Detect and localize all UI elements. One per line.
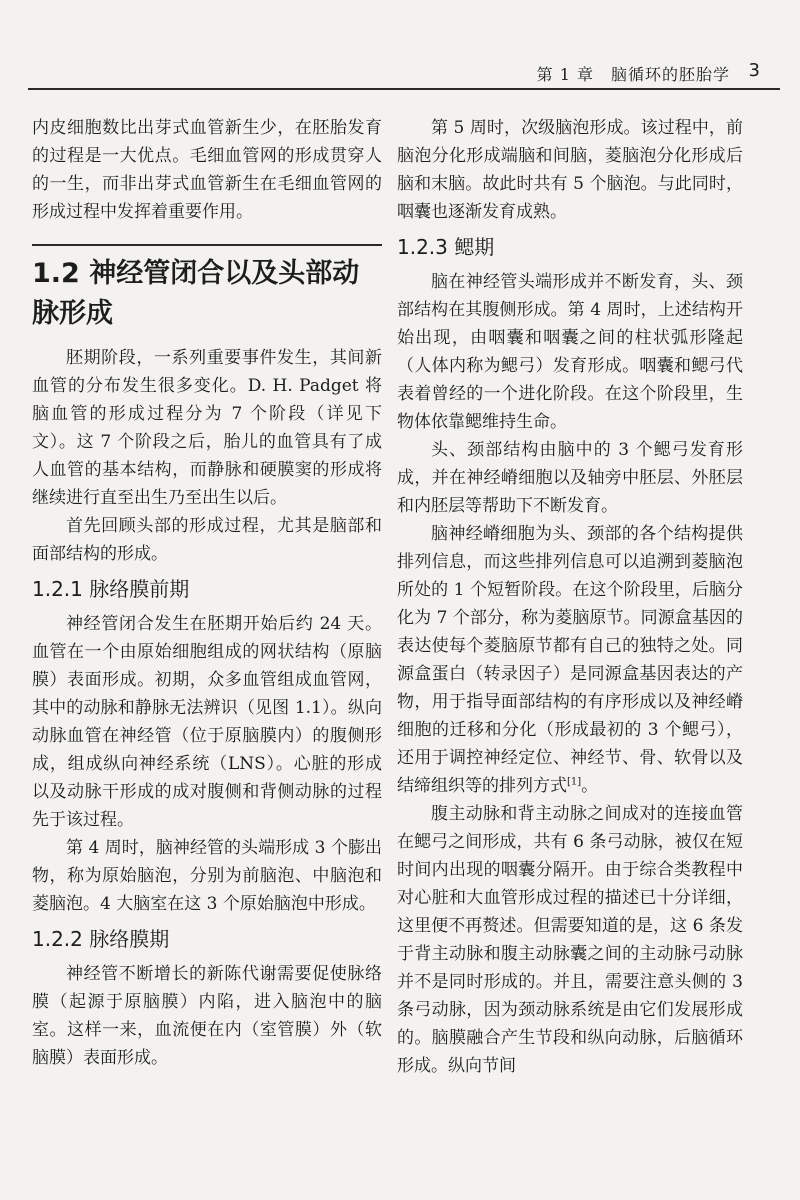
section-heading-1-2: 1.2 神经管闭合以及头部动脉形成 xyxy=(32,244,382,334)
paragraph: 腹主动脉和背主动脉之间成对的连接血管在鳃弓之间形成，共有 6 条弓动脉，被仅在短时间内出现的咽囊分隔开。由于综合类教程中对心脏和大血管形成过程的描述已十分详细，这里便不再赘述。但需要知道的是，这 6 条发于背主动脉和腹主动脉囊之间的主动脉弓动脉并不是同时形成的。并且，需要注意头侧的 3 条弓动脉，因为颈动脉系统是由它们发展形成的。脑膜融合产生节段和纵向动脉，后脑循环形成。纵向节间 xyxy=(397,804,743,1076)
running-header xyxy=(0,58,800,92)
section-heading-1-2-1: 1.2.1 脉络膜前期 xyxy=(32,577,190,601)
citation-ref: [1] xyxy=(567,776,582,788)
chapter-title: 第 1 章 脑循环的胚胎学 xyxy=(536,65,730,84)
paragraph-end: 。 xyxy=(581,776,599,796)
paragraph: 胚期阶段，一系列重要事件发生，其间新血管的分布发生很多变化。D. H. Padget 将脑血管的形成过程分为 7 个阶段（详见下文）。这 7 个阶段之后，胎儿的血管具有了成人血管的基本结构，而静脉和硬膜窦的形成将继续进行直至出生乃至出生以后。 xyxy=(32,348,382,508)
paragraph: 第 4 周时，脑神经管的头端形成 3 个膨出物，称为原始脑泡，分别为前脑泡、中脑泡和菱脑泡。4 大脑室在这 3 个原始脑泡中形成。 xyxy=(32,838,382,914)
paragraph: 神经管闭合发生在胚期开始后约 24 天。血管在一个由原始细胞组成的网状结构（原脑膜）表面形成。初期，众多血管组成血管网，其中的动脉和静脉无法辨识（见图 1.1）。纵向动脉血管在神经管（位于原脑膜内）的腹侧形成，组成纵向神经系统（LNS）。心脏的形成以及动脉干形成的成对腹侧和背侧动脉的过程先于该过程。 xyxy=(32,614,382,830)
paragraph: 第 5 周时，次级脑泡形成。该过程中，前脑泡分化形成端脑和间脑，菱脑泡分化形成后脑和末脑。故此时共有 5 个脑泡。与此同时，咽囊也逐渐发育成熟。 xyxy=(397,118,743,222)
paragraph xyxy=(397,520,743,800)
right-column xyxy=(397,114,743,1080)
header-rule xyxy=(28,88,780,90)
paragraph: 首先回顾头部的形成过程，尤其是脑部和面部结构的形成。 xyxy=(32,516,382,564)
section-heading-1-2-2: 1.2.2 脉络膜期 xyxy=(32,927,170,951)
section-heading-1-2-3: 1.2.3 鳃期 xyxy=(397,235,495,259)
paragraph: 脑在神经管头端形成并不断发育，头、颈部结构在其腹侧形成。第 4 周时，上述结构开始出现，由咽囊和咽囊之间的柱状弧形隆起（人体内称为鳃弓）发育形成。咽囊和鳃弓代表着曾经的一个进化阶段。在这个阶段里，生物体依靠鳃维持生命。 xyxy=(397,272,743,432)
paragraph: 头、颈部结构由脑中的 3 个鳃弓发育形成，并在神经嵴细胞以及轴旁中胚层、外胚层和内胚层等帮助下不断发育。 xyxy=(397,440,743,516)
left-column xyxy=(32,114,382,1072)
paragraph: 内皮细胞数比出芽式血管新生少，在胚胎发育的过程是一大优点。毛细血管网的形成贯穿人的一生，而非出芽式血管新生在毛细血管网的形成过程中发挥着重要作用。 xyxy=(32,118,382,222)
paragraph: 神经管不断增长的新陈代谢需要促使脉络膜（起源于原脑膜）内陷，进入脑泡中的脑室。这样一来，血流便在内（室管膜）外（软脑膜）表面形成。 xyxy=(32,964,382,1068)
paragraph-text: 脑神经嵴细胞为头、颈部的各个结构提供排列信息，而这些排列信息可以追溯到菱脑泡所处的 1 个短暂阶段。在这个阶段里，后脑分化为 7 个部分，称为菱脑原节。同源盒基因的表达使每个菱脑原节都有自己的独特之处。同源盒蛋白（转录因子）是同源盒基因表达的产物，用于指导面部结构的有序形成以及神经嵴细胞的迁移和分化（形成最初的 3 个鳃弓），还用于调控神经定位、神经节、骨、软骨以及结缔组织等的排列方式 xyxy=(397,524,743,796)
page-number: 3 xyxy=(748,60,760,81)
